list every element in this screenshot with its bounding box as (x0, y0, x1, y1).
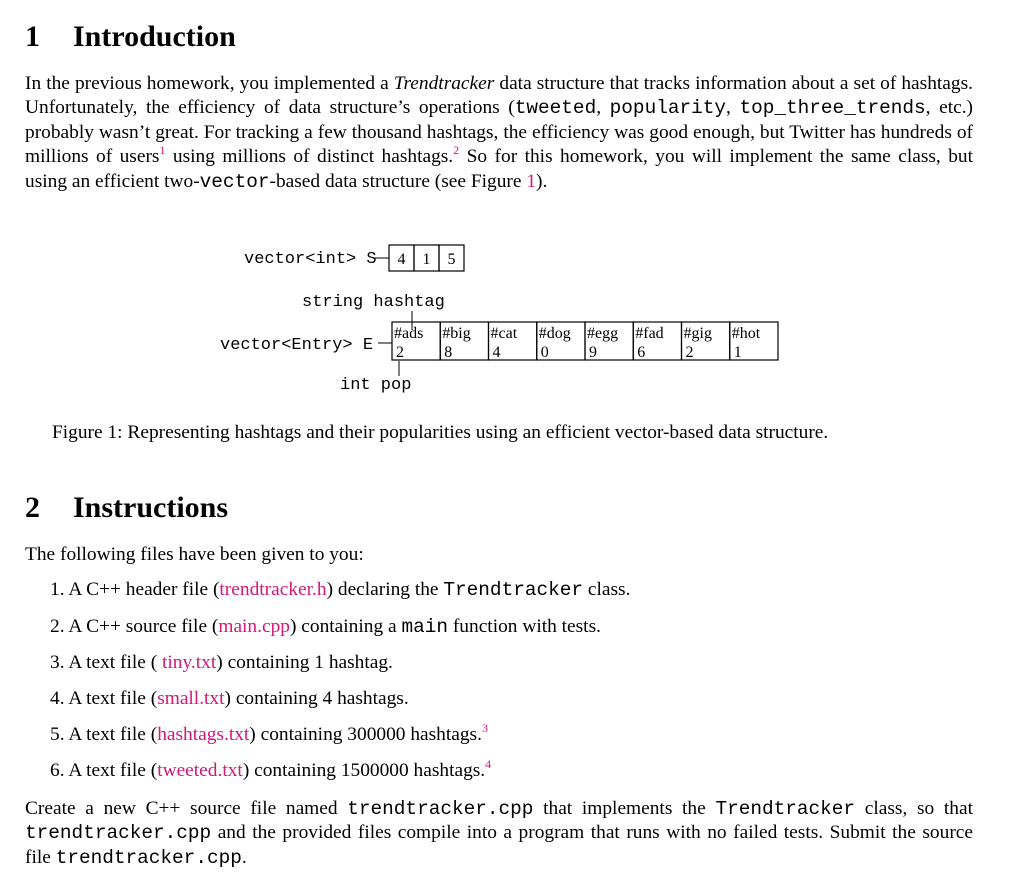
file-link-tweeted-txt[interactable]: tweeted.txt (157, 760, 243, 781)
list-item (50, 579, 630, 601)
figure-1-diagram (0, 0, 1024, 420)
text: A C++ header file ( (68, 579, 220, 600)
entry-hashtag: #dog (538, 325, 571, 342)
file-link-hashtags-txt[interactable]: hashtags.txt (157, 724, 250, 745)
list-item (50, 757, 492, 782)
item-number: 4. (50, 688, 65, 709)
text: ) containing 4 hashtags. (224, 688, 409, 709)
text: data structure that tracks information about a set of hashtags. Unfortunately, the efficiency of data structure’s operations ( (25, 73, 973, 119)
text: ) containing 300000 hashtags. (249, 724, 482, 745)
code-trendtracker: Trendtracker (715, 798, 856, 820)
text: function with tests. (448, 616, 601, 637)
footnote-4-link[interactable]: 4 (485, 757, 492, 771)
entry-hashtag: #hot (731, 325, 761, 342)
text: ) containing 1500000 hashtags. (242, 760, 486, 781)
text: A text file ( (68, 760, 158, 781)
e-vector-entry (682, 322, 730, 361)
footnote-1-link[interactable]: 1 (159, 143, 166, 158)
code-trendtracker-cpp: trendtracker.cpp (55, 846, 242, 869)
e-vector-label: vector<Entry> E (220, 336, 374, 355)
entry-pop: 2 (396, 344, 404, 361)
file-link-small-txt[interactable]: small.txt (157, 688, 225, 709)
text: ). (536, 170, 548, 192)
item-number: 3. (50, 652, 65, 673)
text: ) containing a (289, 616, 402, 637)
text: and the provided files compile into a program that runs with no failed tests. Submit the source file (25, 822, 973, 868)
code-vector: vector (199, 170, 270, 193)
item-number: 1. (50, 579, 65, 600)
s-vector-value: 1 (422, 251, 431, 268)
text: A text file ( (68, 724, 158, 745)
file-link-tiny-txt[interactable]: tiny.txt (162, 652, 217, 673)
text: , etc.) probably wasn’t great. For tracking a few thousand hashtags, the efficiency was good enough, but Twitter has hundreds of millions of users (25, 97, 973, 168)
code-top-three-trends: top_three_trends (739, 97, 926, 120)
text: , (596, 97, 610, 119)
text: A C++ source file ( (68, 616, 219, 637)
code-tweeted: tweeted (514, 97, 597, 120)
figure-1-caption: Figure 1: Representing hashtags and their popularities using an efficient vector-based data structure. (52, 422, 829, 443)
code-trendtracker: Trendtracker (443, 579, 584, 601)
section-title: Introduction (73, 20, 236, 53)
e-vector-entry (585, 322, 633, 361)
s-vector-value: 5 (447, 251, 456, 268)
section-number: 2 (25, 491, 40, 524)
entry-pop: 0 (540, 344, 549, 361)
text: , (726, 97, 740, 119)
e-vector-entry (633, 322, 681, 361)
file-link-trendtracker-h[interactable]: trendtracker.h (219, 579, 327, 600)
text: -based data structure (see Figure (269, 170, 527, 192)
e-vector-entry (489, 322, 537, 361)
entry-hashtag: #big (442, 325, 471, 342)
text: using millions of distinct hashtags. (165, 146, 454, 168)
file-link-main-cpp[interactable]: main.cpp (218, 616, 290, 637)
s-vector-cell (389, 245, 414, 271)
entry-pop: 9 (589, 344, 597, 361)
list-item (50, 652, 393, 674)
entry-pop: 8 (444, 344, 453, 361)
figure-1-reference-link[interactable]: 1 (526, 170, 537, 192)
e-vector-entry (537, 322, 585, 361)
footnote-3-link[interactable]: 3 (481, 721, 488, 735)
code-main: main (401, 616, 448, 638)
text: A text file ( (68, 688, 158, 709)
code-popularity: popularity (609, 97, 727, 120)
trendtracker-italic: Trendtracker (393, 73, 495, 94)
section-2-heading (25, 491, 228, 525)
section-title: Instructions (73, 491, 229, 524)
list-item (50, 616, 601, 638)
text: In the previous homework, you implemented a (25, 73, 394, 94)
text: ) declaring the (326, 579, 444, 600)
footnote-2-link[interactable]: 2 (453, 143, 460, 158)
s-vector-cells (389, 245, 464, 271)
list-item (50, 688, 409, 710)
code-trendtracker-cpp: trendtracker.cpp (25, 822, 212, 845)
text: class, so that (855, 798, 973, 819)
submission-paragraph (25, 797, 973, 870)
entry-hashtag: #ads (394, 325, 424, 342)
e-vector-entry (440, 322, 488, 361)
entry-pop: 2 (685, 344, 694, 361)
text: class. (583, 579, 631, 600)
entry-hashtag: #cat (490, 325, 518, 342)
s-vector-cell (414, 245, 439, 271)
code-trendtracker-cpp: trendtracker.cpp (347, 798, 534, 820)
text: A text file ( (68, 652, 163, 673)
entry-pop: 6 (637, 344, 646, 361)
pop-field-label: int pop (340, 376, 412, 395)
list-item (50, 721, 488, 746)
e-vector-entry (730, 322, 778, 361)
s-vector-label: vector<int> S (244, 250, 377, 269)
entry-pop: 1 (733, 344, 742, 361)
given-files-intro: The following files have been given to you: (25, 544, 364, 565)
section-number: 1 (25, 20, 40, 53)
text: Create a new C++ source file named (25, 798, 348, 819)
entry-hashtag: #fad (635, 325, 664, 342)
item-number: 2. (50, 616, 65, 637)
s-vector-cell (439, 245, 464, 271)
text: . (241, 846, 247, 868)
e-vector-cells (392, 322, 778, 361)
hashtag-field-label: string hashtag (302, 293, 445, 312)
item-number: 5. (50, 724, 65, 745)
item-number: 6. (50, 760, 65, 781)
s-vector-value: 4 (397, 251, 406, 268)
entry-hashtag: #egg (587, 325, 619, 342)
e-vector-entry (392, 322, 440, 361)
text: So for this homework, you will implement the same class, but using an efficient two- (25, 146, 973, 192)
text: that implements the (533, 798, 716, 819)
entry-hashtag: #gig (683, 325, 712, 342)
text: ) containing 1 hashtag. (216, 652, 393, 673)
entry-pop: 4 (492, 344, 501, 361)
